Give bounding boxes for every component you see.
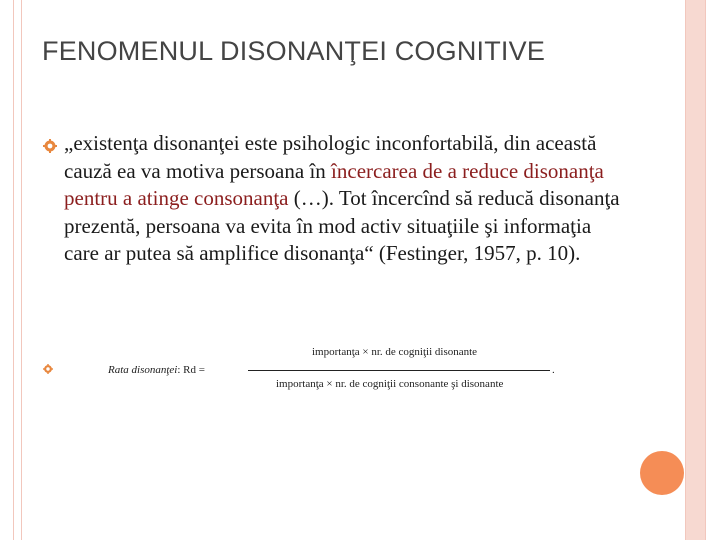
- right-border-line-outer: [705, 0, 706, 540]
- gear-bullet-icon: [43, 364, 53, 374]
- formula-label: [108, 364, 205, 376]
- left-border-line-inner: [21, 0, 22, 540]
- formula-numerator: importanţa × nr. de cogniţii disonante: [312, 346, 478, 358]
- slide-title: FENOMENUL DISONANŢEI COGNITIVE: [42, 36, 546, 66]
- formula-label-name: Rata disonanţei: [108, 364, 178, 376]
- quote-highlight: încercarea de a reduce disonanţa pentru a atinge consonanţa: [64, 158, 604, 210]
- formula-denominator: importanţa × nr. de cogniţii consonante şi disonante: [276, 378, 504, 390]
- right-accent-band: [686, 0, 705, 540]
- right-border-line-inner: [685, 0, 686, 540]
- gear-bullet-icon: [43, 139, 57, 153]
- festinger-quote: [64, 130, 624, 268]
- formula-end-mark: .: [552, 364, 555, 376]
- fraction-bar: [248, 370, 550, 371]
- formula-label-suffix: : Rd =: [177, 364, 205, 376]
- left-border-line-outer: [13, 0, 14, 540]
- orange-circle-decoration: [640, 451, 684, 495]
- quote-text-end: (…). Tot încercînd să reducă disonanţa prezentă, persoana va evita în mod activ situaţiile şi informaţia care ar putea să amplifice disonanţa“ (Festinger, 1957, p. 10).: [64, 186, 620, 265]
- quote-text-start: „existenţa disonanţei este psihologic inconfortabilă, din această cauză ea va motiva persoana în: [64, 131, 597, 183]
